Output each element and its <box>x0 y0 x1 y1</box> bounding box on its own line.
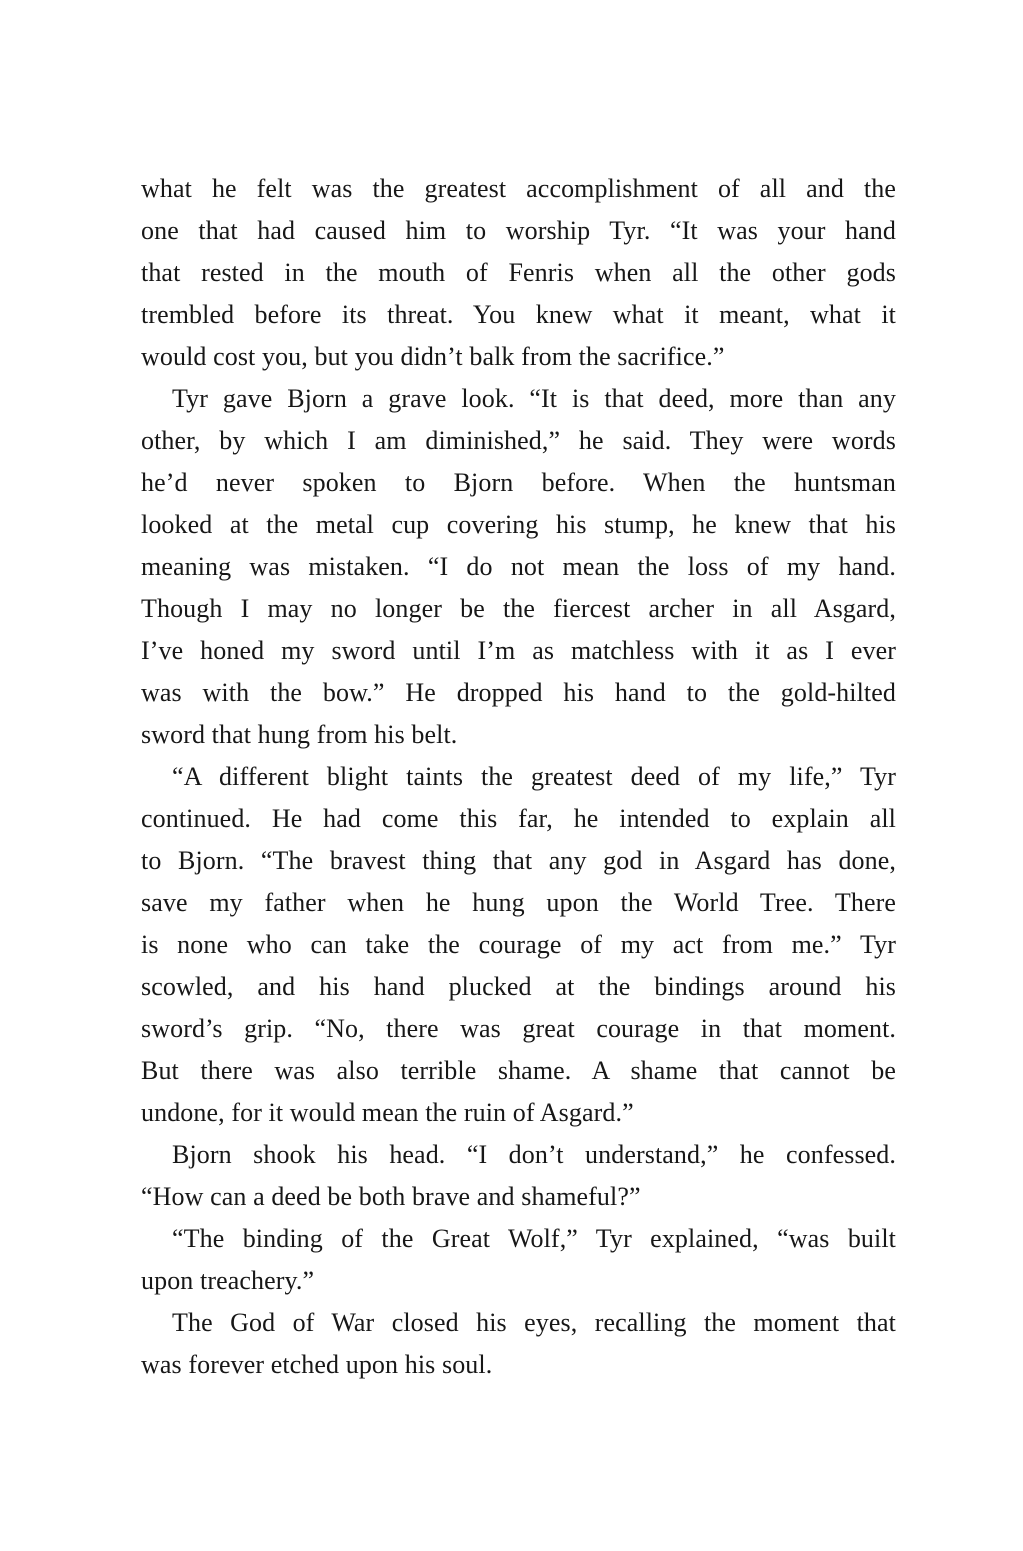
paragraph <box>141 756 896 1134</box>
text-line: sword that hung from his belt. <box>141 720 458 749</box>
paragraph <box>141 1134 896 1218</box>
text-line: is none who can take the courage of my act from me.” Tyr <box>141 930 896 959</box>
book-text-block <box>141 168 896 1386</box>
text-line: But there was also terrible shame. A shame that cannot be <box>141 1056 896 1085</box>
text-line: “The binding of the Great Wolf,” Tyr explained, “was built <box>172 1224 896 1253</box>
text-line: one that had caused him to worship Tyr. “It was your hand <box>141 216 896 245</box>
paragraph <box>141 1218 896 1302</box>
paragraph <box>141 168 896 378</box>
text-line: undone, for it would mean the ruin of Asgard.” <box>141 1098 634 1127</box>
text-line: sword’s grip. “No, there was great courage in that moment. <box>141 1014 896 1043</box>
text-line: that rested in the mouth of Fenris when all the other gods <box>141 258 896 287</box>
text-line: continued. He had come this far, he intended to explain all <box>141 804 896 833</box>
text-line: other, by which I am diminished,” he said. They were words <box>141 426 896 455</box>
text-line: was forever etched upon his soul. <box>141 1350 493 1379</box>
text-line: trembled before its threat. You knew what it meant, what it <box>141 300 896 329</box>
text-line: meaning was mistaken. “I do not mean the loss of my hand. <box>141 552 896 581</box>
text-line: Bjorn shook his head. “I don’t understand,” he confessed. <box>172 1140 896 1169</box>
text-line: would cost you, but you didn’t balk from the sacrifice.” <box>141 342 725 371</box>
text-line: The God of War closed his eyes, recalling the moment that <box>172 1308 896 1337</box>
text-line: was with the bow.” He dropped his hand to the gold-hilted <box>141 678 896 707</box>
paragraph <box>141 1302 896 1386</box>
text-line: what he felt was the greatest accomplishment of all and the <box>141 174 896 203</box>
text-line: to Bjorn. “The bravest thing that any god in Asgard has done, <box>141 846 896 875</box>
text-line: scowled, and his hand plucked at the bindings around his <box>141 972 896 1001</box>
text-line: “A different blight taints the greatest deed of my life,” Tyr <box>172 762 896 791</box>
text-line: he’d never spoken to Bjorn before. When the huntsman <box>141 468 896 497</box>
text-line: “How can a deed be both brave and shameful?” <box>141 1182 641 1211</box>
text-line: I’ve honed my sword until I’m as matchless with it as I ever <box>141 636 896 665</box>
paragraph <box>141 378 896 756</box>
text-line: Tyr gave Bjorn a grave look. “It is that deed, more than any <box>172 384 896 413</box>
text-line: save my father when he hung upon the World Tree. There <box>141 888 896 917</box>
text-line: Though I may no longer be the fiercest archer in all Asgard, <box>141 594 896 623</box>
text-line: looked at the metal cup covering his stump, he knew that his <box>141 510 896 539</box>
text-line: upon treachery.” <box>141 1266 315 1295</box>
